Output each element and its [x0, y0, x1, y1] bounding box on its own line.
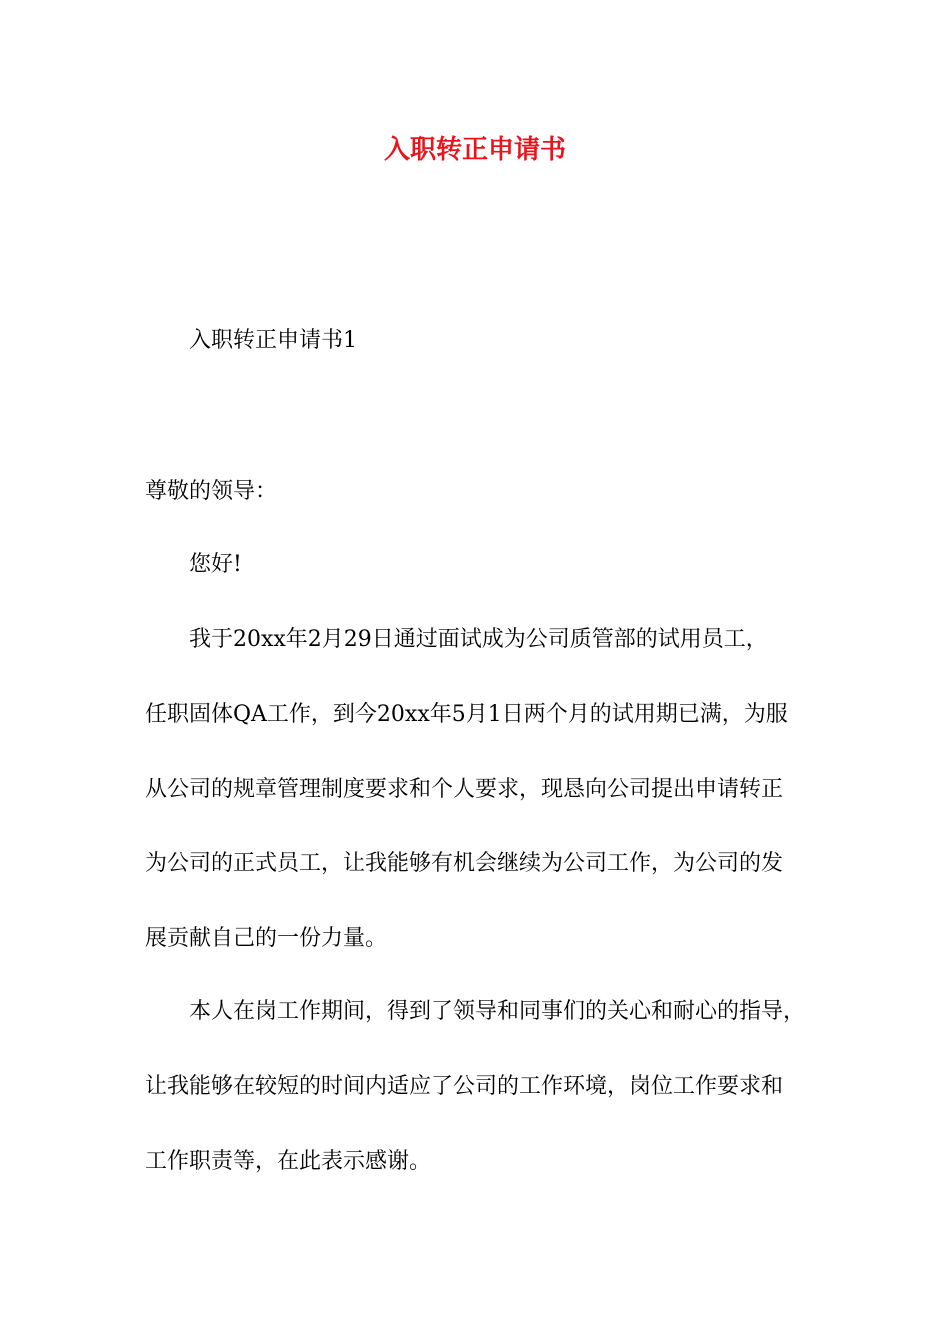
paragraph-line: 任职固体QA工作，到今20xx年5月1日两个月的试用期已满，为服	[145, 702, 788, 727]
paragraph-line: 本人在岗工作期间，得到了领导和同事们的关心和耐心的指导，	[189, 999, 806, 1024]
salutation: 尊敬的领导：	[145, 479, 278, 504]
greeting: 您好!	[189, 552, 242, 577]
paragraph-line: 工作职责等，在此表示感谢。	[145, 1149, 432, 1174]
paragraph-line: 从公司的规章管理制度要求和个人要求，现恳向公司提出申请转正	[145, 777, 784, 802]
section-heading: 入职转正申请书1	[189, 328, 357, 353]
paragraph-line: 我于20xx年2月29日通过面试成为公司质管部的试用员工，	[189, 627, 768, 652]
paragraph-line: 让我能够在较短的时间内适应了公司的工作环境，岗位工作要求和	[145, 1074, 784, 1099]
paragraph-line: 为公司的正式员工，让我能够有机会继续为公司工作，为公司的发	[145, 851, 784, 876]
document-title: 入职转正申请书	[383, 135, 566, 165]
paragraph-line: 展贡献自己的一份力量。	[145, 926, 388, 951]
